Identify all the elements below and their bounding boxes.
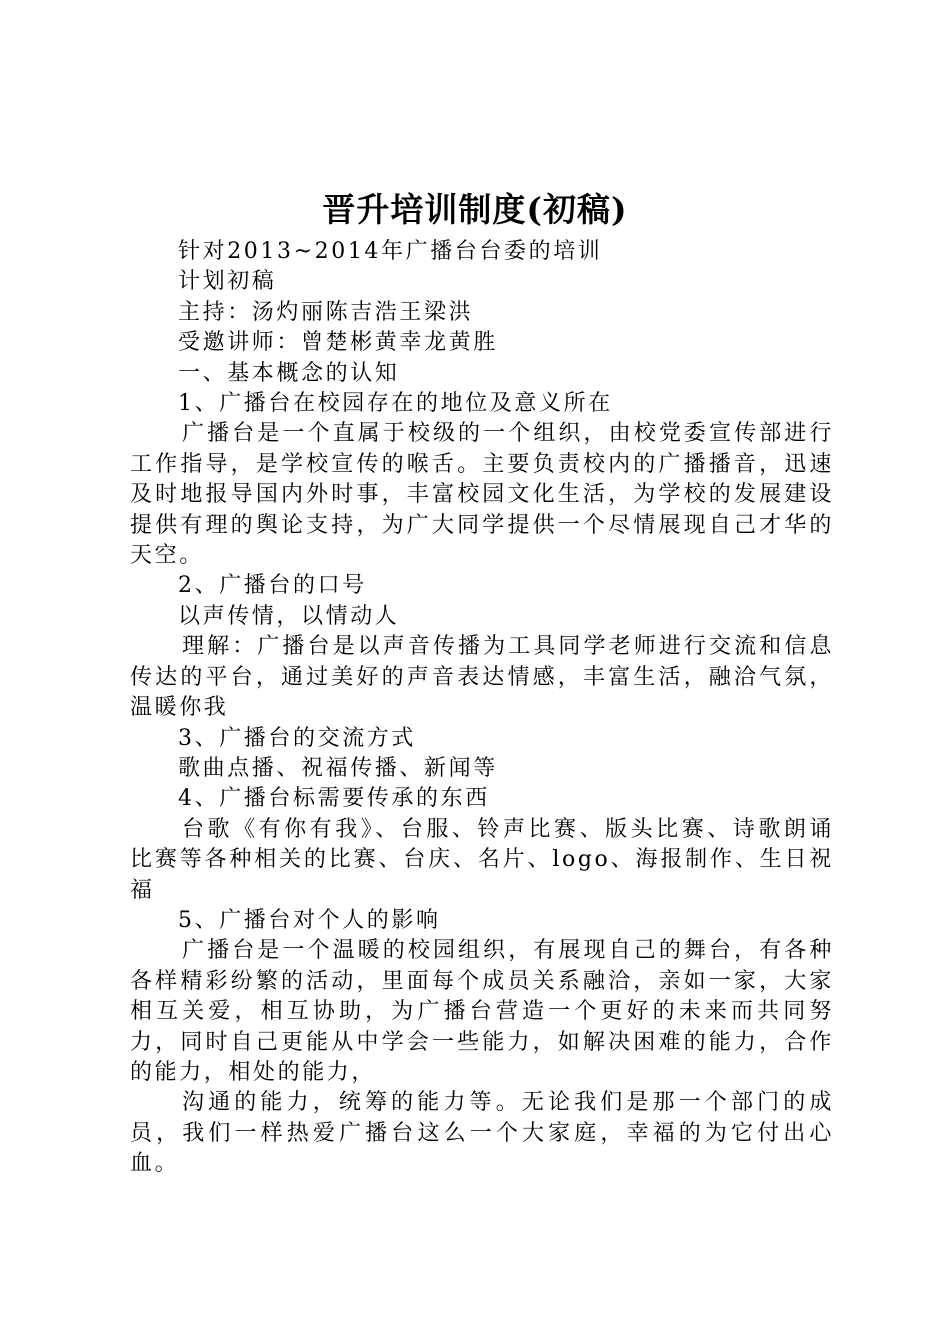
- paragraph-2: 理解：广播台是以声音传播为工具同学老师进行交流和信息传达的平台，通过美好的声音表达情感，丰富生活，融洽气氛，温暖你我: [130, 634, 834, 721]
- paragraph-6: 沟通的能力，统筹的能力等。无论我们是那一个部门的成员，我们一样热爱广播台这么一个大家庭，幸福的为它付出心血。: [130, 1090, 834, 1177]
- paragraph-1: 广播台是一个直属于校级的一个组织，由校党委宣传部进行工作指导，是学校宣传的喉舌。主要负责校内的广播播音，迅速及时地报导国内外时事，丰富校园文化生活，为学校的发展建设提供有理的舆论支持，为广大同学提供一个尽情展现自己才华的天空。: [130, 421, 834, 569]
- paragraph-slogan: 以声传情，以情动人: [178, 603, 400, 629]
- paragraph-intro: 针对2013~2014年广播台台委的培训: [178, 239, 603, 264]
- subheading-2: 2、广播台的口号: [178, 573, 367, 599]
- subheading-4: 4、广播台标需要传承的东西: [178, 786, 490, 812]
- paragraph-lecturers: 受邀讲师：曾楚彬黄幸龙黄胜: [178, 330, 498, 356]
- paragraph-plan: 计划初稿: [178, 269, 277, 295]
- subheading-5: 5、广播台对个人的影响: [178, 907, 441, 933]
- paragraph-hosts: 主持：汤灼丽陈吉浩王梁洪: [178, 299, 474, 325]
- subheading-1: 1、广播台在校园存在的地位及意义所在: [178, 391, 613, 417]
- paragraph-5: 广播台是一个温暖的校园组织，有展现自己的舞台，有各种各样精彩纷繁的活动，里面每个成员关系融洽，亲如一家，大家相互关爱，相互协助，为广播台营造一个更好的未来而共同努力，同时自己更能从中学会一些能力，如解决困难的能力，合作的能力，相处的能力，: [130, 938, 834, 1085]
- paragraph-4: 台歌《有你有我》、台服、铃声比赛、版头比赛、诗歌朗诵比赛等各种相关的比赛、台庆、名片、logo、海报制作、生日祝福: [130, 816, 834, 903]
- document-title: 晋升培训制度(初稿): [322, 190, 628, 229]
- section-heading-basic-concepts: 一、基本概念的认知: [178, 360, 400, 386]
- document-body: [130, 237, 834, 1180]
- subheading-3: 3、广播台的交流方式: [178, 725, 416, 751]
- paragraph-3: 歌曲点播、祝福传播、新闻等: [178, 755, 498, 781]
